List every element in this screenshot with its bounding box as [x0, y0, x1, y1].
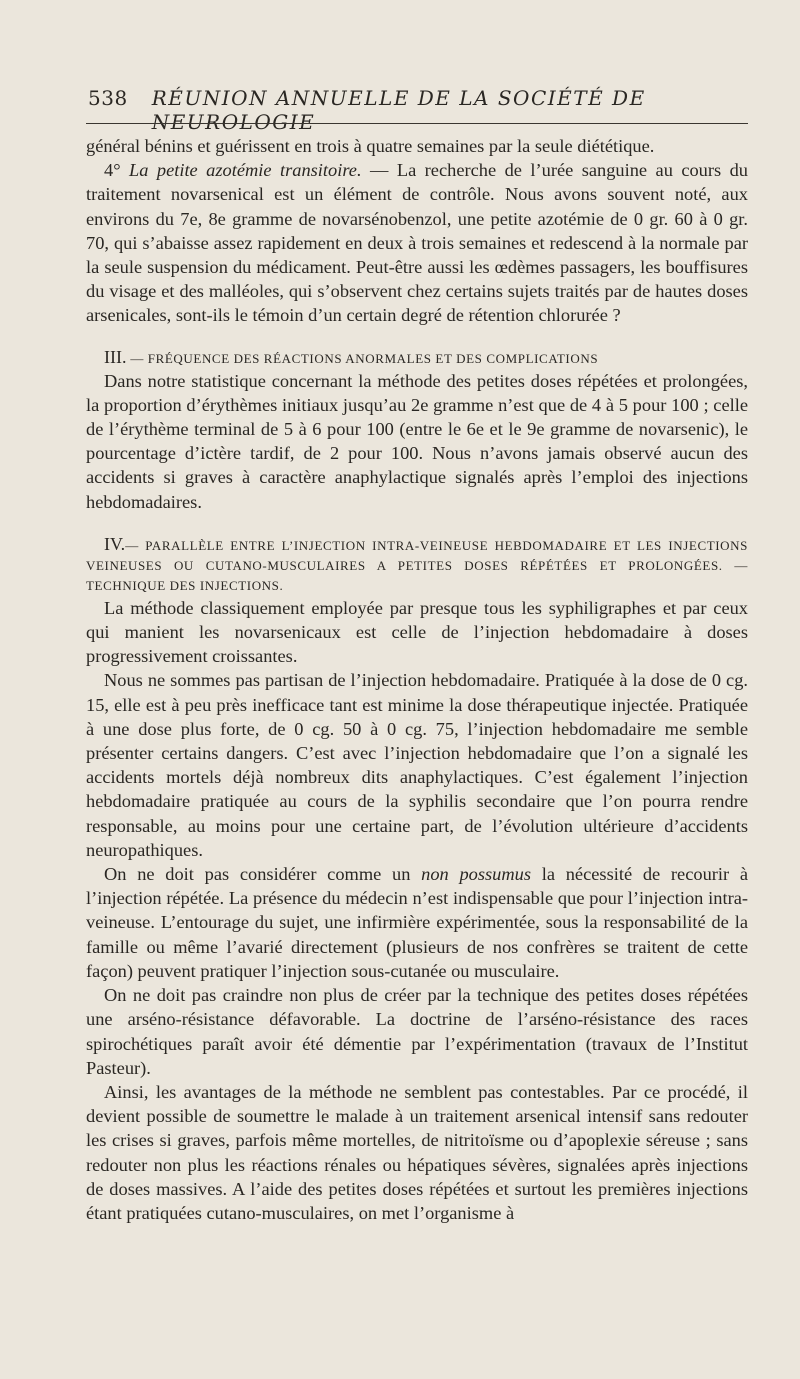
continued-paragraph: général bénins et guérissent en trois à quatre semaines par la seule diététique.: [86, 136, 655, 156]
paragraph-3-start: On ne doit pas considérer comme un: [104, 864, 422, 885]
section-iii-number: III.: [104, 346, 127, 367]
section-4-paragraph: [86, 158, 748, 327]
latin-phrase: non possumus: [421, 864, 532, 885]
running-title: RÉUNION ANNUELLE DE LA SOCIÉTÉ DE NEUROLOGIE: [151, 86, 646, 134]
running-header: [88, 86, 748, 134]
section-iv-paragraph-3: [86, 862, 748, 983]
section-iv-heading: [86, 534, 748, 596]
section-gap: [86, 514, 748, 534]
section-gap: [86, 328, 748, 347]
section-4-number: 4°: [104, 160, 129, 181]
paragraph-3-end: la nécessité de recourir à l’injection répétée. La présence du médecin n’est indispensable que pour l’injection intra-veineuse. L’entourage du sujet, une infirmière expérimentée, sous la responsabilité de la famille ou même l’avarié directement (plusieurs de nos confrères se traitent de cette façon) peuvent pratiquer l’injection sous-cutanée ou musculaire.: [86, 864, 749, 981]
header-rule: [86, 123, 748, 124]
section-iii-heading: [86, 347, 748, 369]
page-body: [86, 134, 748, 1225]
page-number: 538: [88, 86, 128, 110]
section-4-title: La petite azotémie transitoire.: [129, 160, 362, 181]
section-iv-number: IV.: [104, 533, 126, 554]
section-iv-paragraph-1: La méthode classiquement employée par presque tous les syphiligraphes et par ceux qui manient les novarsenicaux est celle de l’injection hebdomadaire à doses progressivement croissantes.: [86, 597, 748, 667]
section-iv-paragraph-2: Nous ne sommes pas partisan de l’injection hebdomadaire. Pratiquée à la dose de 0 cg. 15, elle est à peu près inefficace tant est minime la dose thérapeutique injectée. Pratiquée à une dose plus forte, de 0 cg. 50 à 0 cg. 75, l’injection hebdomadaire me semble présenter certains dangers. C’est avec l’injection hebdomadaire que l’on a signalé les accidents mortels déjà nombreux dits anaphylactiques. C’est également l’injection hebdomadaire pratiquée au cours de la syphilis secondaire que l’on pourra rendre responsable, au moins pour une certaine part, de l’évolution ultérieure d’accidents neuropathiques.: [86, 670, 748, 860]
section-iv-paragraph-4: On ne doit pas craindre non plus de créer par la technique des petites doses répétées une arséno-résistance défavorable. La doctrine de l’arséno-résistance des races spirochétiques paraît avoir été démentie par l’expérimentation (travaux de l’Institut Pasteur).: [86, 985, 748, 1078]
section-4-text: — La recherche de l’urée sanguine au cours du traitement novarsenical est un élément de contrôle. Nous avons souvent noté, aux environs du 7e, 8e gramme de novarsénobenzol, une petite azotémie de 0 gr. 60 à 0 gr. 70, qui s’abaisse assez rapidement en deux à trois semaines et redescend à la normale par la seule suspension du médicament. Peut-être aussi les œdèmes passagers, les bouffisures du visage et des malléoles, qui s’observent chez certains sujets traités par de hautes doses arsenicales, sont-ils le témoin d’un certain degré de rétention chlorurée ?: [86, 160, 748, 326]
section-iii-title: — FRÉQUENCE DES RÉACTIONS ANORMALES ET DES COMPLICATIONS: [126, 350, 599, 366]
section-iv-title: — PARALLÈLE ENTRE L’INJECTION INTRA-VEINEUSE HEBDOMADAIRE ET LES INJECTIONS VEINEUSES OU CUTANO-MUSCULAIRES A PETITES DOSES RÉPÉTÉES ET PROLONGÉES. — TECHNIQUE DES INJECTIONS.: [86, 537, 748, 593]
section-iv-paragraph-5: Ainsi, les avantages de la méthode ne semblent pas contestables. Par ce procédé, il devient possible de soumettre le malade à un traitement arsenical intensif sans redouter les crises si graves, parfois même mortelles, de nitritoïsme ou d’apoplexie séreuse ; sans redouter non plus les réactions rénales ou hépatiques sévères, signalées après injections de doses massives. A l’aide des petites doses répétées et surtout les premières injections étant pratiquées cutano-musculaires, on met l’organisme à: [86, 1081, 748, 1223]
section-iii-paragraph: Dans notre statistique concernant la méthode des petites doses répétées et prolongées, la proportion d’érythèmes initiaux jusqu’au 2e gramme n’est que de 4 à 5 pour 100 ; celle de l’érythème terminal de 5 à 6 pour 100 (entre le 6e et le 9e gramme de novarsenic), le pourcentage d’ictère tardif, de 2 pour 100. Nous n’avons jamais observé aucun des accidents si graves à caractère anaphylactique signalés après l’emploi des injections hebdomadaires.: [86, 370, 748, 512]
